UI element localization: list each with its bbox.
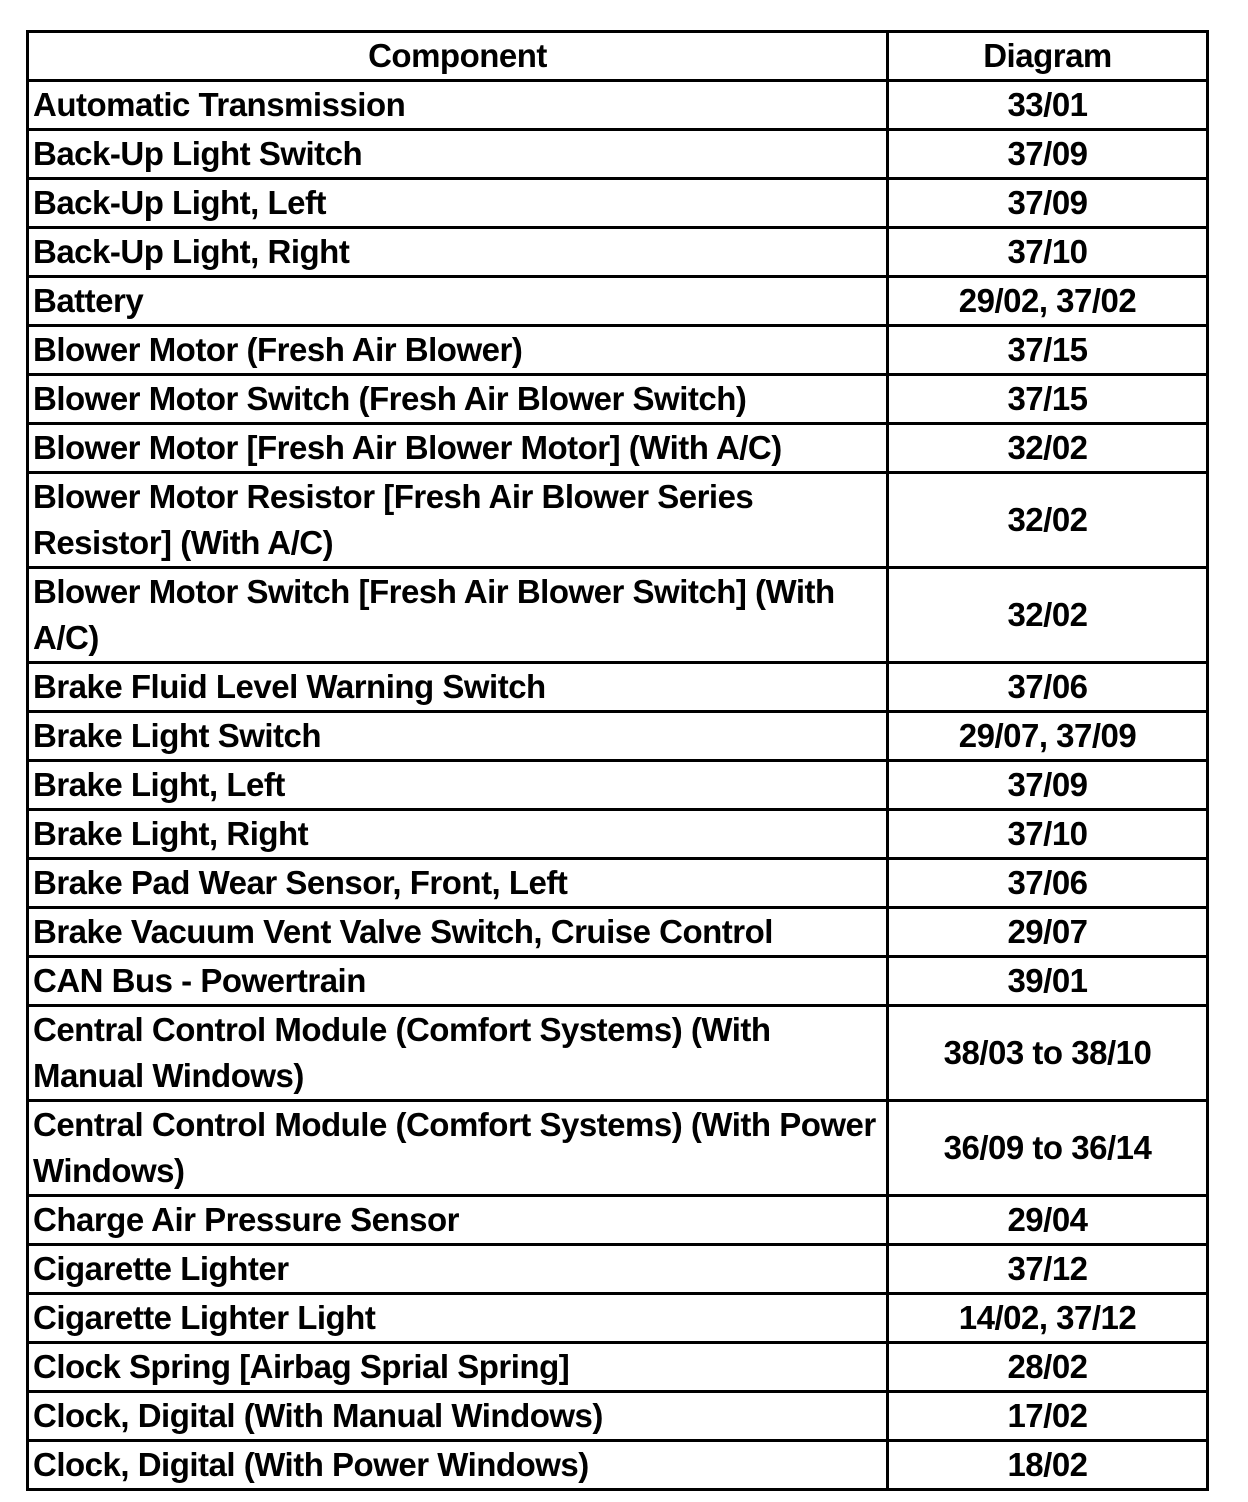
table-row (28, 810, 1208, 859)
component-cell: Brake Pad Wear Sensor, Front, Left (28, 859, 888, 908)
component-cell: Brake Light, Right (28, 810, 888, 859)
component-cell: CAN Bus - Powertrain (28, 957, 888, 1006)
table-row (28, 859, 1208, 908)
diagram-cell: 37/10 (888, 810, 1208, 859)
diagram-cell: 38/03 to 38/10 (888, 1006, 1208, 1101)
table-row (28, 473, 1208, 568)
table-row (28, 908, 1208, 957)
table-row (28, 130, 1208, 179)
diagram-cell: 37/12 (888, 1245, 1208, 1294)
component-cell: Clock Spring [Airbag Sprial Spring] (28, 1343, 888, 1392)
header-component: Component (28, 32, 888, 81)
table-row (28, 228, 1208, 277)
diagram-cell: 28/02 (888, 1343, 1208, 1392)
component-cell: Cigarette Lighter Light (28, 1294, 888, 1343)
table-row (28, 375, 1208, 424)
component-diagram-table (26, 30, 1209, 1491)
table-row (28, 1441, 1208, 1490)
diagram-cell: 29/02, 37/02 (888, 277, 1208, 326)
diagram-cell: 37/09 (888, 179, 1208, 228)
diagram-cell: 37/06 (888, 663, 1208, 712)
component-cell: Central Control Module (Comfort Systems) (With Manual Windows) (28, 1006, 888, 1101)
component-cell: Back-Up Light Switch (28, 130, 888, 179)
table-row (28, 1101, 1208, 1196)
component-cell: Blower Motor Switch [Fresh Air Blower Switch] (With A/C) (28, 568, 888, 663)
component-cell: Blower Motor [Fresh Air Blower Motor] (With A/C) (28, 424, 888, 473)
table-row (28, 424, 1208, 473)
table-row (28, 1196, 1208, 1245)
component-cell: Central Control Module (Comfort Systems) (With Power Windows) (28, 1101, 888, 1196)
diagram-cell: 29/07 (888, 908, 1208, 957)
table-row (28, 663, 1208, 712)
table-row (28, 568, 1208, 663)
table-row (28, 277, 1208, 326)
diagram-cell: 39/01 (888, 957, 1208, 1006)
diagram-cell: 18/02 (888, 1441, 1208, 1490)
table-header-row (28, 32, 1208, 81)
diagram-cell: 37/09 (888, 130, 1208, 179)
table-row (28, 1294, 1208, 1343)
table-row (28, 712, 1208, 761)
diagram-cell: 32/02 (888, 473, 1208, 568)
table-row (28, 179, 1208, 228)
table-row (28, 1006, 1208, 1101)
component-cell: Back-Up Light, Left (28, 179, 888, 228)
diagram-cell: 37/09 (888, 761, 1208, 810)
component-cell: Brake Light Switch (28, 712, 888, 761)
diagram-cell: 17/02 (888, 1392, 1208, 1441)
diagram-cell: 33/01 (888, 81, 1208, 130)
diagram-cell: 14/02, 37/12 (888, 1294, 1208, 1343)
component-cell: Back-Up Light, Right (28, 228, 888, 277)
component-cell: Brake Light, Left (28, 761, 888, 810)
diagram-cell: 37/06 (888, 859, 1208, 908)
component-cell: Battery (28, 277, 888, 326)
component-cell: Clock, Digital (With Power Windows) (28, 1441, 888, 1490)
table-row (28, 81, 1208, 130)
table-row (28, 1245, 1208, 1294)
component-cell: Cigarette Lighter (28, 1245, 888, 1294)
table-body (28, 81, 1208, 1490)
diagram-cell: 36/09 to 36/14 (888, 1101, 1208, 1196)
table-row (28, 957, 1208, 1006)
table-row (28, 1343, 1208, 1392)
diagram-cell: 32/02 (888, 568, 1208, 663)
component-cell: Automatic Transmission (28, 81, 888, 130)
header-diagram: Diagram (888, 32, 1208, 81)
table-row (28, 761, 1208, 810)
component-cell: Blower Motor (Fresh Air Blower) (28, 326, 888, 375)
component-cell: Blower Motor Resistor [Fresh Air Blower Series Resistor] (With A/C) (28, 473, 888, 568)
diagram-cell: 37/10 (888, 228, 1208, 277)
diagram-cell: 29/07, 37/09 (888, 712, 1208, 761)
diagram-cell: 32/02 (888, 424, 1208, 473)
component-cell: Brake Fluid Level Warning Switch (28, 663, 888, 712)
component-cell: Charge Air Pressure Sensor (28, 1196, 888, 1245)
table-row (28, 326, 1208, 375)
diagram-cell: 37/15 (888, 375, 1208, 424)
table-row (28, 1392, 1208, 1441)
component-cell: Brake Vacuum Vent Valve Switch, Cruise Control (28, 908, 888, 957)
component-cell: Clock, Digital (With Manual Windows) (28, 1392, 888, 1441)
diagram-cell: 37/15 (888, 326, 1208, 375)
diagram-cell: 29/04 (888, 1196, 1208, 1245)
component-cell: Blower Motor Switch (Fresh Air Blower Switch) (28, 375, 888, 424)
